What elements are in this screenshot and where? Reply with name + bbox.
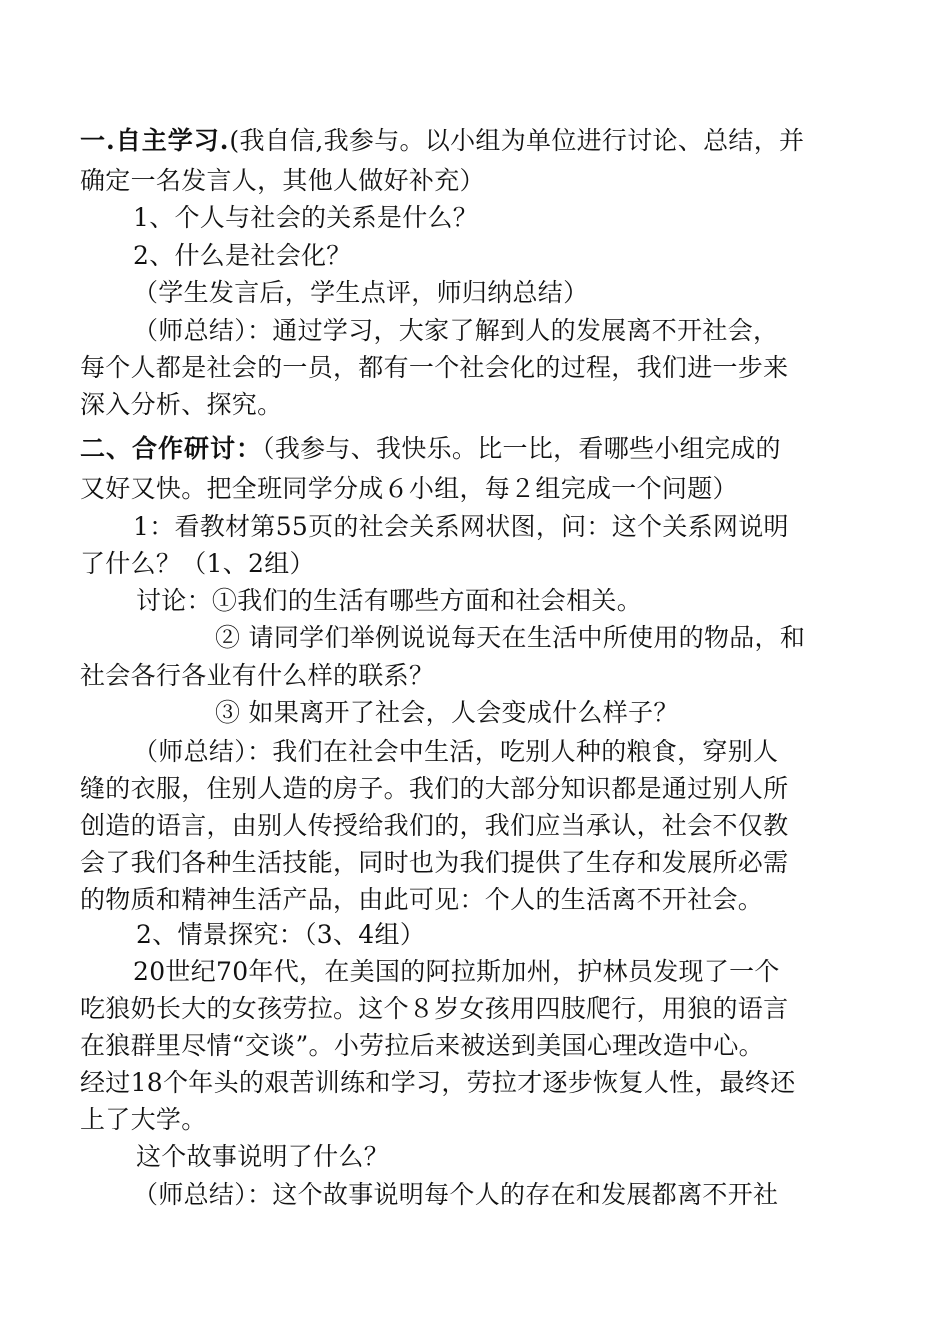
- story-line-2: 吃狼奶长大的女孩劳拉。这个８岁女孩用四肢爬行，用狼的语言: [80, 994, 789, 1023]
- story-line-3: 在狼群里尽情“交谈”。小劳拉后来被送到美国心理改造中心。: [80, 1031, 764, 1060]
- task-1-cont: 了什么？（1、2组）: [80, 549, 315, 578]
- teacher-summary-2-line3: 创造的语言，由别人传授给我们的，我们应当承认，社会不仅教: [80, 811, 789, 840]
- story-line-1: 20世纪70年代，在美国的阿拉斯加州，护林员发现了一个: [133, 957, 780, 986]
- teacher-summary-1: （师总结）：通过学习，大家了解到人的发展离不开社会，: [133, 316, 779, 345]
- question-1: 1、个人与社会的关系是什么？: [133, 203, 479, 232]
- teacher-summary-1-end: 深入分析、探究。: [80, 390, 283, 419]
- teacher-summary-1-cont: 每个人都是社会的一员，都有一个社会化的过程，我们进一步来: [80, 353, 789, 382]
- discussion-2: ② 请同学们举例说说每天在生活中所使用的物品，和: [215, 623, 806, 652]
- task-2: 2、情景探究：（3、4组）: [136, 920, 426, 949]
- section-one-heading-line: [80, 123, 804, 159]
- discussion-2-cont: 社会各行各业有什么样的联系？: [80, 661, 435, 690]
- section-one-title: 一.自主学习.: [80, 126, 230, 155]
- teacher-summary-2: （师总结）：我们在社会中生活，吃别人种的粮食，穿别人: [133, 737, 779, 766]
- section-one-instruction: (我自信,我参与。以小组为单位进行讨论、总结，并: [229, 126, 805, 155]
- teacher-summary-3: （师总结）：这个故事说明每个人的存在和发展都离不开社: [133, 1180, 779, 1209]
- section-one-instruction-cont: 确定一名发言人，其他人做好补充）: [80, 166, 485, 195]
- discussion-1: 讨论：①我们的生活有哪些方面和社会相关。: [136, 586, 643, 615]
- teacher-summary-2-line2: 缝的衣服，住别人造的房子。我们的大部分知识都是通过别人所: [80, 774, 789, 803]
- story-line-5: 上了大学。: [80, 1105, 207, 1134]
- discussion-3: ③ 如果离开了社会，人会变成什么样子？: [215, 698, 679, 727]
- section-two-instruction: （我参与、我快乐。比一比，看哪些小组完成的: [262, 434, 781, 463]
- procedure-note: （学生发言后，学生点评，师归纳总结）: [133, 278, 589, 307]
- story-question: 这个故事说明了什么？: [136, 1142, 390, 1171]
- section-two-instruction-cont: 又好又快。把全班同学分成６小组，每２组完成一个问题）: [80, 474, 738, 503]
- teacher-summary-2-line5: 的物质和精神生活产品，由此可见：个人的生活离不开社会。: [80, 885, 764, 914]
- section-two-title: 二、合作研讨：: [80, 434, 263, 463]
- section-two-heading-line: [80, 431, 781, 467]
- story-line-4: 经过18个年头的艰苦训练和学习，劳拉才逐步恢复人性，最终还: [80, 1068, 796, 1097]
- task-1: 1：看教材第55页的社会关系网状图，问：这个关系网说明: [133, 512, 789, 541]
- teacher-summary-2-line4: 会了我们各种生活技能，同时也为我们提供了生存和发展所必需: [80, 848, 789, 877]
- question-2: 2、什么是社会化？: [133, 241, 352, 270]
